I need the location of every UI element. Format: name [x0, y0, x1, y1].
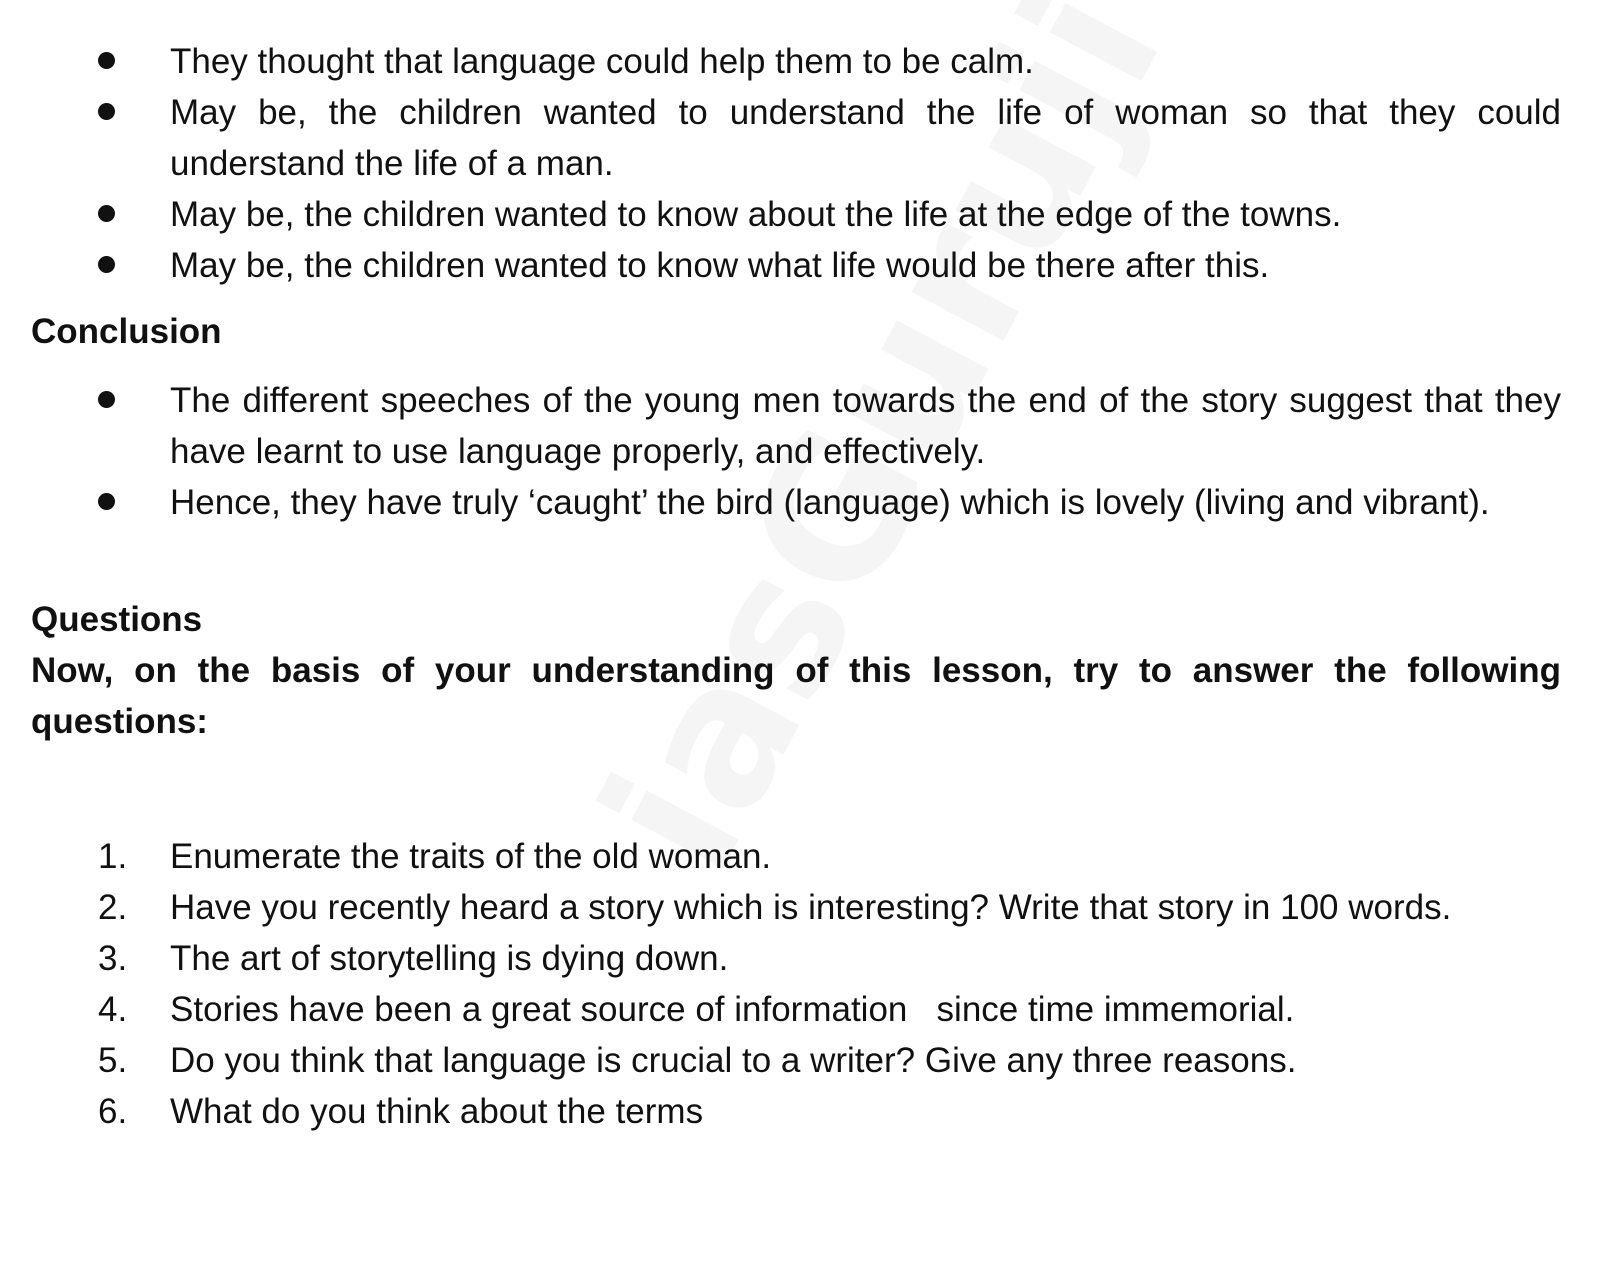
question-item: [31, 1035, 1561, 1086]
question-number: 2.: [98, 888, 128, 927]
questions-prompt: Now, on the basis of your understanding of this lesson, try to answer the following questions:: [31, 651, 1561, 741]
question-number: 1.: [98, 837, 128, 876]
list-item: [31, 375, 1561, 477]
bullet-icon: [98, 52, 115, 69]
questions-list: [31, 831, 1561, 1137]
intro-bullet-list: [31, 36, 1561, 291]
document-body: [31, 36, 1561, 1137]
list-item: [31, 477, 1561, 528]
conclusion-bullet-list: [31, 375, 1561, 528]
question-item: [31, 882, 1561, 933]
question-text: Have you recently heard a story which is interesting? Write that story in 100 words.: [170, 888, 1452, 927]
question-text: Enumerate the traits of the old woman.: [170, 837, 772, 876]
question-item: [31, 933, 1561, 984]
list-item-text: Hence, they have truly ‘caught’ the bird (language) which is lovely (living and vibrant).: [170, 483, 1490, 522]
question-text: What do you think about the terms: [170, 1092, 704, 1131]
bullet-icon: [98, 103, 115, 120]
bullet-icon: [98, 205, 115, 222]
list-item: [31, 36, 1561, 87]
list-item: [31, 189, 1561, 240]
conclusion-heading: Conclusion: [31, 312, 222, 351]
bullet-icon: [98, 256, 115, 273]
question-number: 4.: [98, 990, 128, 1029]
list-item-text: May be, the children wanted to know about the life at the edge of the towns.: [170, 195, 1342, 234]
list-item-text: The different speeches of the young men towards the end of the story suggest that they have learnt to use language properly, and effectively.: [170, 381, 1561, 471]
question-number: 3.: [98, 939, 128, 978]
questions-heading: Questions: [31, 600, 203, 639]
question-number: 5.: [98, 1041, 128, 1080]
list-item-text: May be, the children wanted to understand the life of woman so that they could understand the life of a man.: [170, 93, 1561, 183]
list-item-text: They thought that language could help them to be calm.: [170, 42, 1034, 81]
question-text: The art of storytelling is dying down.: [170, 939, 729, 978]
question-item: [31, 1086, 1561, 1137]
list-item: [31, 240, 1561, 291]
question-number: 6.: [98, 1092, 128, 1131]
question-item: [31, 831, 1561, 882]
question-item: [31, 984, 1561, 1035]
bullet-icon: [98, 391, 115, 408]
list-item: [31, 87, 1561, 189]
question-text: Do you think that language is crucial to a writer? Give any three reasons.: [170, 1041, 1297, 1080]
question-text: Stories have been a great source of information since time immemorial.: [170, 990, 1295, 1029]
bullet-icon: [98, 493, 115, 510]
list-item-text: May be, the children wanted to know what life would be there after this.: [170, 246, 1270, 285]
